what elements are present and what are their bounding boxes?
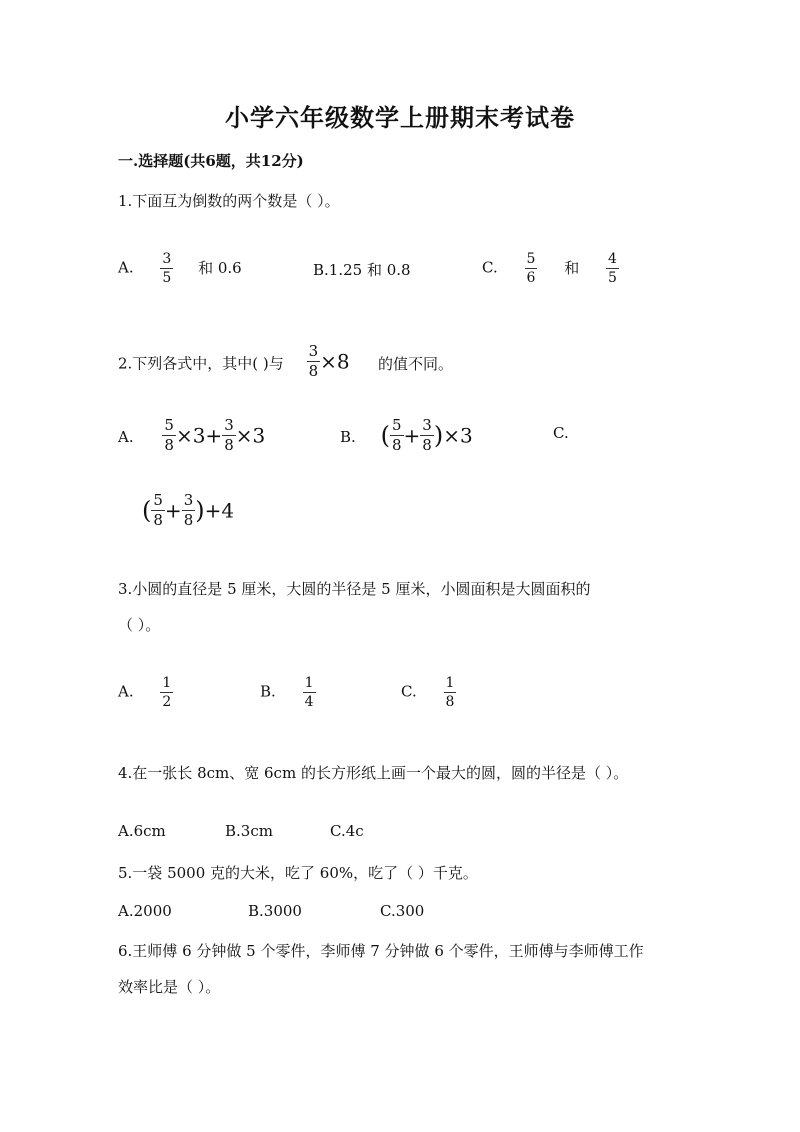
fraction [390, 418, 404, 453]
option-text: 和 0.6 [198, 258, 242, 277]
question-1-option-c[interactable] [482, 252, 619, 285]
page-title: 小学六年级数学上册期末考试卷 [225, 103, 575, 132]
question-3-stem-line-1: 3.小圆的直径是 5 厘米，大圆的半径是 5 厘米，小圆面积是大圆面积的 [118, 580, 591, 598]
math-text: +4 [204, 498, 235, 523]
denominator: 4 [304, 694, 314, 710]
fraction [151, 493, 165, 528]
math-text: ×3 [235, 423, 266, 448]
math-text: ( [380, 421, 390, 450]
denominator: 8 [164, 436, 174, 454]
question-1-option-a[interactable] [118, 252, 242, 285]
denominator: 6 [526, 270, 536, 286]
fraction [307, 344, 321, 379]
numerator: 5 [526, 251, 536, 267]
math-text: ×3 [443, 423, 473, 448]
fraction [182, 493, 196, 528]
numerator: 1 [162, 675, 172, 691]
numerator: 5 [164, 416, 174, 434]
question-5-stem: 5.一袋 5000 克的大米，吃了 60%，吃了（ ）千克。 [118, 864, 478, 882]
math-text: ×8 [320, 349, 350, 374]
math-text: + [403, 423, 421, 448]
math-text: ( [142, 496, 152, 525]
option-expression [142, 491, 235, 529]
denominator: 2 [162, 694, 172, 710]
denominator: 8 [391, 436, 402, 454]
stem-text: 的值不同。 [377, 354, 453, 373]
section-heading: 一.选择题(共6题，共12分) [118, 152, 304, 170]
question-2-option-c[interactable] [142, 493, 234, 528]
question-5-option-c[interactable]: C.300 [380, 902, 425, 920]
numerator: 3 [162, 251, 172, 267]
fraction [606, 252, 619, 285]
option-expression [380, 416, 473, 454]
denominator: 8 [308, 362, 319, 380]
denominator: 5 [162, 270, 172, 286]
option-label: C. [482, 258, 498, 277]
question-3-option-a[interactable] [118, 676, 173, 709]
numerator: 1 [445, 675, 455, 691]
question-1-stem: 1.下面互为倒数的两个数是（ ）。 [118, 192, 340, 210]
denominator: 8 [445, 694, 455, 710]
question-2-stem [118, 344, 453, 379]
question-4-option-c[interactable]: C.4c [330, 822, 364, 840]
option-text: 和 [564, 258, 580, 277]
math-text: ×3+ [175, 423, 223, 448]
fraction [420, 418, 434, 453]
option-label: A. [118, 258, 134, 277]
option-label: C. [401, 682, 417, 701]
question-3-stem-line-2: （ ）。 [118, 616, 161, 634]
question-3-option-b[interactable] [260, 676, 316, 709]
stem-text: 2.下列各式中，其中( )与 [118, 354, 284, 373]
fraction [525, 252, 538, 285]
numerator: 5 [391, 416, 402, 434]
numerator: 3 [308, 342, 319, 360]
question-2-option-a[interactable] [118, 418, 265, 453]
question-6-stem-line-1: 6.王师傅 6 分钟做 5 个零件，李师傅 7 分钟做 6 个零件，王师傅与李师傅工作 [118, 942, 644, 960]
math-text: ) [195, 496, 205, 525]
denominator: 8 [153, 511, 163, 529]
denominator: 8 [183, 511, 194, 529]
math-text: ) [433, 421, 444, 450]
question-2-option-c-label[interactable]: C. [553, 424, 569, 442]
fraction [222, 418, 236, 453]
stem-expression [307, 342, 356, 380]
question-2-option-b[interactable] [340, 418, 473, 453]
option-label: A. [118, 682, 134, 701]
math-text: + [164, 498, 182, 523]
question-1-option-b[interactable]: B.1.25 和 0.8 [313, 261, 411, 279]
numerator: 5 [153, 491, 163, 509]
fraction [160, 676, 173, 709]
numerator: 1 [304, 675, 314, 691]
denominator: 8 [224, 436, 234, 454]
fraction [162, 418, 176, 453]
option-label: B. [260, 682, 276, 701]
question-4-option-a[interactable]: A.6cm [118, 822, 166, 840]
question-4-stem: 4.在一张长 8cm、宽 6cm 的长方形纸上画一个最大的圆，圆的半径是（ ）。 [118, 764, 629, 782]
question-5-option-a[interactable]: A.2000 [118, 902, 172, 920]
question-3-option-c[interactable] [401, 676, 456, 709]
question-5-option-b[interactable]: B.3000 [248, 902, 302, 920]
fraction [160, 252, 173, 285]
question-6-stem-line-2: 效率比是（ ）。 [118, 978, 221, 996]
numerator: 4 [608, 251, 617, 267]
fraction [444, 676, 457, 709]
option-label: B. [340, 428, 356, 446]
numerator: 3 [224, 416, 234, 434]
numerator: 3 [183, 491, 194, 509]
numerator: 3 [422, 416, 432, 434]
option-expression [162, 416, 266, 454]
denominator: 5 [608, 270, 617, 286]
fraction [303, 676, 316, 709]
denominator: 8 [422, 436, 432, 454]
question-4-option-b[interactable]: B.3cm [225, 822, 273, 840]
option-label: A. [118, 428, 134, 446]
